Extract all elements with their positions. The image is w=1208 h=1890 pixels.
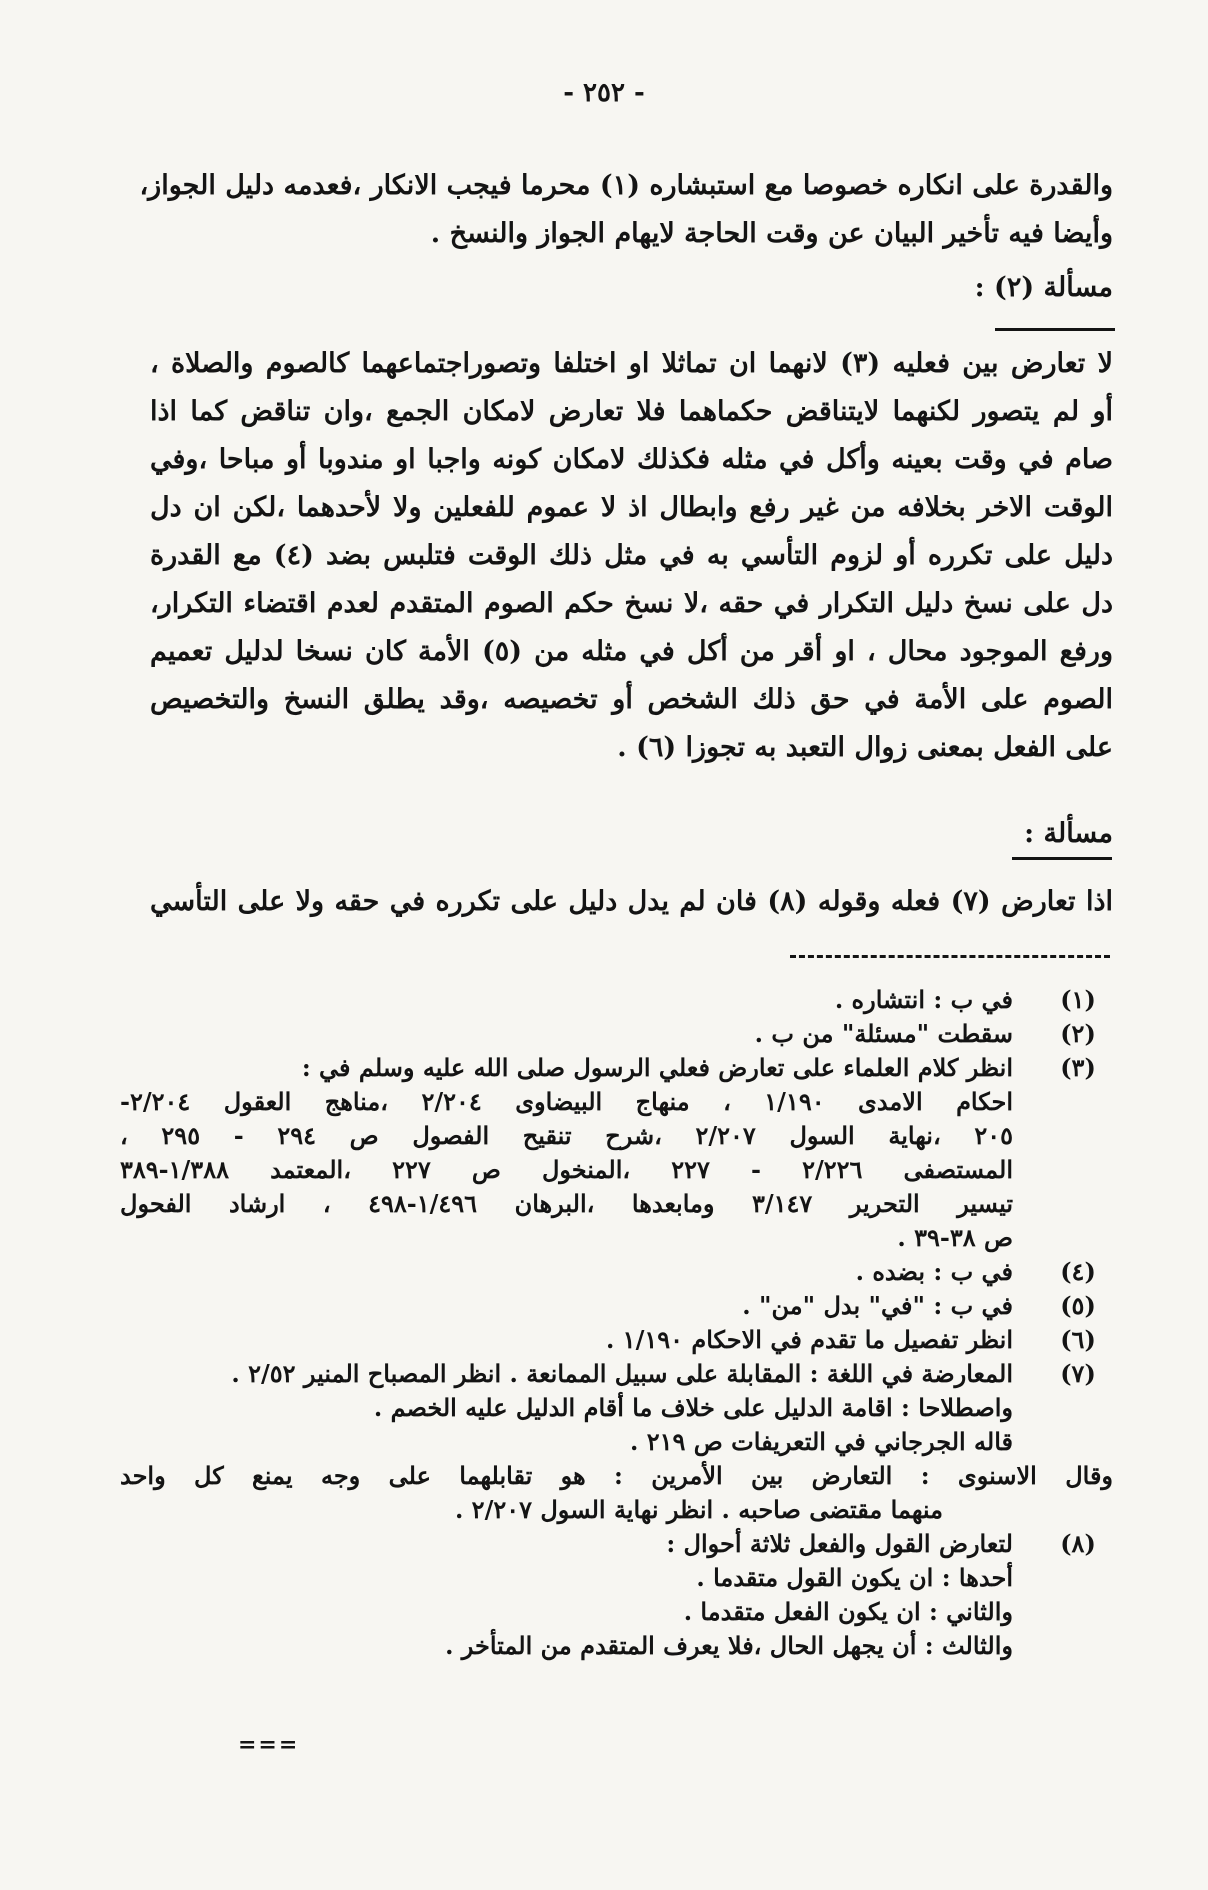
text-line: دل على نسخ دليل التكرار في حقه ،لا نسخ حكم الصوم المتقدم لعدم اقتضاء التكرار، [150, 588, 1113, 619]
footnote-text: ص ٣٨-٣٩ . [897, 1223, 1013, 1252]
footnote-number: (٣) [1060, 1053, 1096, 1082]
footnote-number: (١) [1060, 985, 1096, 1014]
text-line: الوقت الاخر بخلافه من غير رفع وابطال اذ لا عموم للفعلين ولا لأحدهما ،لكن ان دل [150, 492, 1113, 523]
footnote-text: المعارضة في اللغة : المقابلة على سبيل الممانعة . انظر المصباح المنير ٢/٥٢ . [231, 1359, 1013, 1388]
footnote-item [120, 1019, 1113, 1053]
footnote-number: (٨) [1060, 1529, 1096, 1558]
footnote-item [120, 1257, 1113, 1291]
text-line: لا تعارض بين فعليه (٣) لانهما ان تماثلا او اختلفا وتصوراجتماعهما كالصوم والصلاة ، [150, 348, 1113, 379]
page-number: - ٢٥٢ - [563, 78, 645, 108]
footnote-text: قاله الجرجاني في التعريفات ص ٢١٩ . [630, 1427, 1013, 1456]
footnote-item [120, 985, 1113, 1019]
footnote-text: لتعارض القول والفعل ثلاثة أحوال : [666, 1529, 1013, 1558]
footnote-item [120, 1291, 1113, 1325]
text-line: ورفع الموجود محال ، او أقر من أكل في مثله من (٥) الأمة كان نسخا لدليل تعميم [150, 636, 1114, 667]
heading-underline [995, 328, 1115, 331]
text-line: صام في وقت بعينه وأكل في مثله فكذلك لامكان كونه واجبا او مندوبا أو مباحا ،وفي [150, 444, 1113, 475]
text-line: اذا تعارض (٧) فعله وقوله (٨) فان لم يدل دليل على تكرره في حقه ولا على التأسي [150, 886, 1113, 917]
footnote-text: أحدها : ان يكون القول متقدما . [696, 1563, 1013, 1592]
heading-underline [1012, 857, 1112, 860]
footnote-item [120, 1529, 1113, 1563]
footnote-text: تيسير التحرير ٣/١٤٧ ومابعدها ،البرهان ١/٤٩٦-٤٩٨ ، ارشاد الفحول [120, 1189, 1014, 1218]
footnote-text: والثالث : أن يجهل الحال ،فلا يعرف المتقدم من المتأخر . [445, 1631, 1013, 1660]
footnote-item [120, 1325, 1113, 1359]
paragraph-2 [150, 350, 1113, 764]
footnote-text: انظر كلام العلماء على تعارض فعلي الرسول صلى الله عليه وسلم في : [301, 1053, 1013, 1082]
text-line: دليل على تكرره أو لزوم التأسي به في مثل ذلك الوقت فتلبس بضد (٤) مع القدرة [150, 540, 1113, 571]
footnote-text: في ب : بضده . [855, 1257, 1013, 1286]
text-line: الصوم على الأمة في حق ذلك الشخص أو تخصيصه ،وقد يطلق النسخ والتخصيص [150, 684, 1113, 715]
footnote-text: وقال الاسنوى : التعارض بين الأمرين : هو تقابلهما على وجه يمنع كل واحد [120, 1461, 1114, 1490]
paragraph-1 [139, 170, 1113, 250]
footnote-number: (٢) [1060, 1019, 1096, 1048]
footnote-text: في ب : "في" بدل "من" . [742, 1291, 1013, 1320]
footnote-number: (٦) [1060, 1325, 1096, 1354]
footnote-number: (٤) [1060, 1257, 1096, 1286]
footnote-text: منهما مقتضى صاحبه . انظر نهاية السول ٢/٢٠٧ . [454, 1495, 943, 1524]
footnote-text: المستصفى ٢/٢٢٦ - ٢٢٧ ،المنخول ص ٢٢٧ ،المعتمد ١/٣٨٨-٣٨٩ [120, 1155, 1013, 1184]
footnote-text: سقطت "مسئلة" من ب . [754, 1019, 1013, 1048]
footnote-text: في ب : انتشاره . [834, 985, 1013, 1014]
footnote-number: (٥) [1060, 1291, 1096, 1320]
paragraph-3 [150, 888, 1113, 918]
footnote-item [120, 1359, 1113, 1393]
footnote-separator [790, 955, 1110, 958]
end-mark: === [238, 1732, 300, 1758]
footnote-number: (٧) [1060, 1359, 1096, 1388]
footnote-text: انظر تفصيل ما تقدم في الاحكام ١/١٩٠ . [605, 1325, 1013, 1354]
footnotes [120, 985, 1113, 1665]
text-line: على الفعل بمعنى زوال التعبد به تجوزا (٦) . [617, 732, 1113, 763]
text-line: وأيضا فيه تأخير البيان عن وقت الحاجة لايهام الجواز والنسخ . [430, 218, 1113, 249]
footnote-item [120, 1053, 1113, 1087]
footnote-text: احكام الامدى ١/١٩٠ ، منهاج البيضاوى ٢/٢٠٤ ،مناهج العقول ٢/٢٠٤- [120, 1087, 1014, 1116]
text-line: أو لم يتصور لكنهما لايتناقض حكماهما فلا تعارض لامكان الجمع ،وان تناقض كما اذا [150, 396, 1113, 427]
text-line: والقدرة على انكاره خصوصا مع استبشاره (١) محرما فيجب الانكار ،فعدمه دليل الجواز، [139, 170, 1113, 201]
footnote-text: والثاني : ان يكون الفعل متقدما . [683, 1597, 1013, 1626]
footnote-text: واصطلاحا : اقامة الدليل على خلاف ما أقام الدليل عليه الخصم . [373, 1393, 1013, 1422]
section-heading: مسألة : [1024, 818, 1113, 849]
footnote-text: ٢٠٥ ،نهاية السول ٢/٢٠٧ ،شرح تنقيح الفصول ص ٢٩٤ - ٢٩٥ ، [120, 1121, 1014, 1150]
section-heading: مسألة (٢) : [974, 272, 1113, 303]
